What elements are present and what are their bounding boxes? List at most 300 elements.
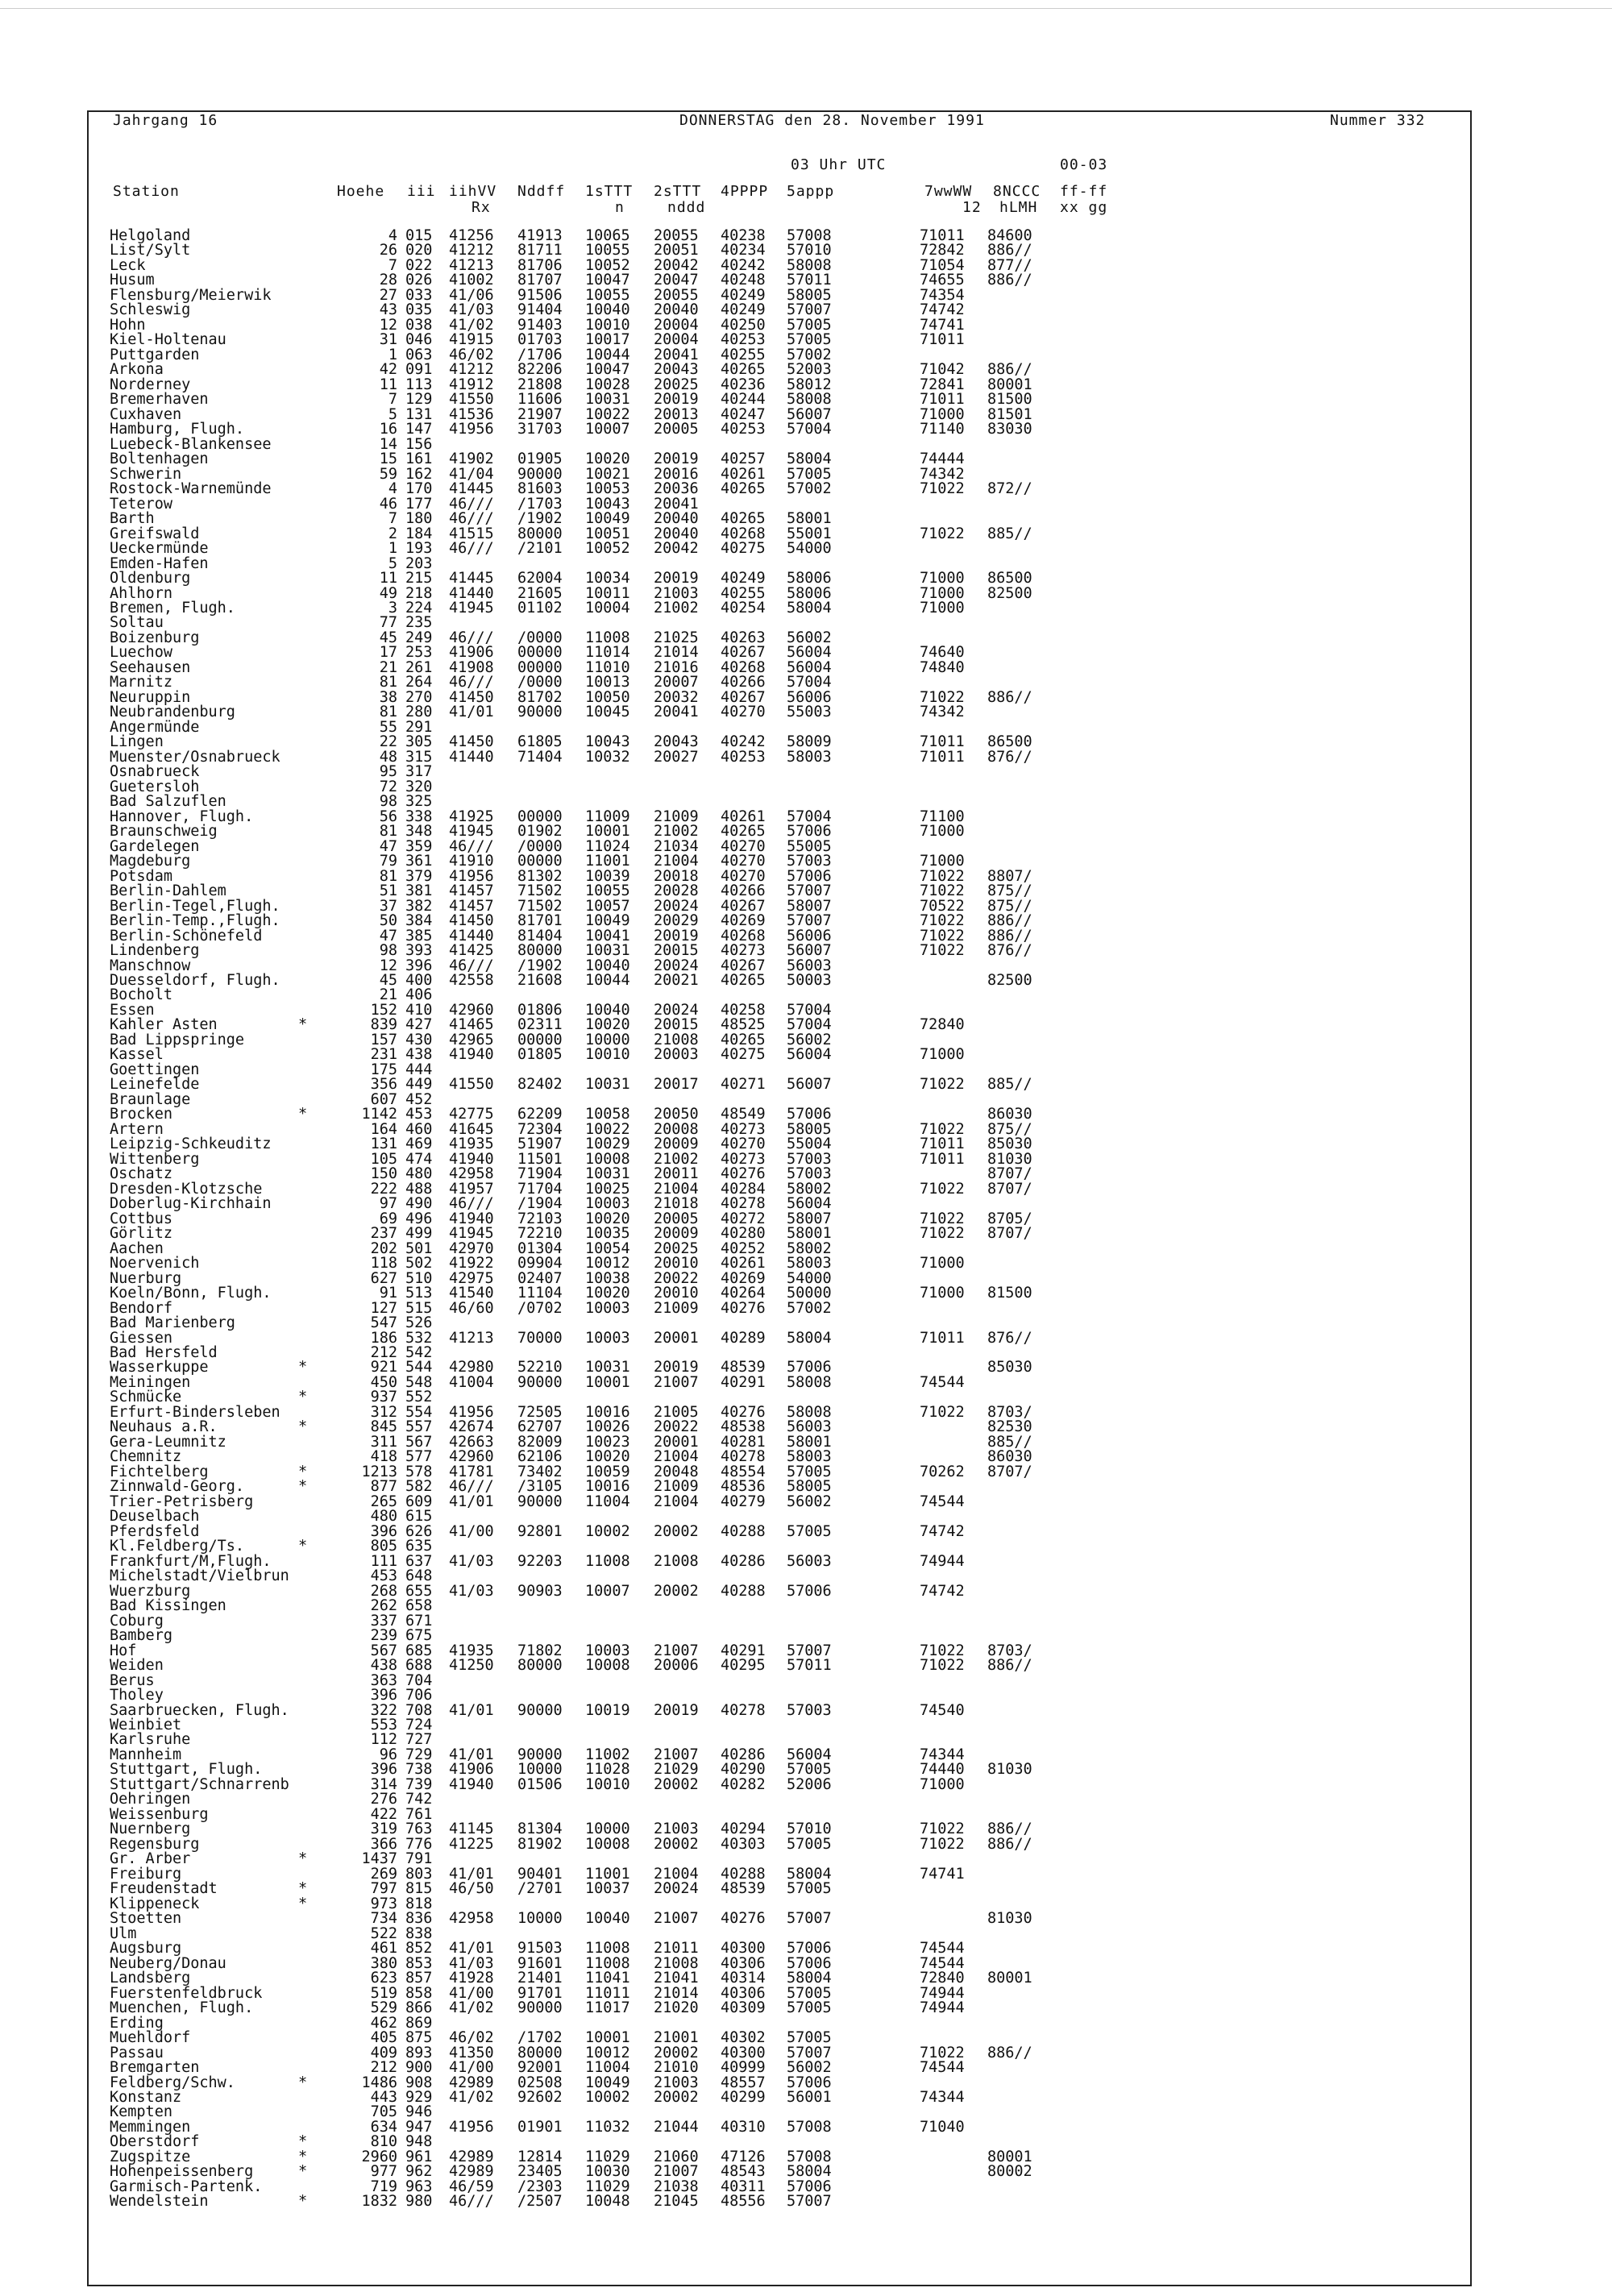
- iihvv: 41465: [449, 1016, 494, 1034]
- iii: 685: [405, 1642, 433, 1659]
- nddff: 62707: [517, 1418, 563, 1436]
- 2sttt: 20007: [654, 674, 699, 691]
- iii: 046: [405, 331, 433, 349]
- 7wwww: 71000: [920, 600, 965, 617]
- 1sttt: 10058: [585, 1106, 630, 1123]
- station-name: Ueckermünde: [110, 540, 209, 558]
- 1sttt: 10051: [585, 525, 630, 542]
- 8nccc: 81030: [987, 1150, 1032, 1168]
- iii: 626: [405, 1522, 433, 1540]
- 2sttt: 20040: [654, 525, 699, 542]
- nddff: 11606: [517, 391, 563, 409]
- 1sttt: 10008: [585, 1835, 630, 1853]
- 8nccc: 877//: [987, 256, 1032, 274]
- hoehe: 46: [379, 495, 397, 513]
- station-name: Noervenich: [110, 1255, 200, 1273]
- iihvv: 41/00: [449, 1984, 494, 2002]
- iihvv: 41956: [449, 1403, 494, 1421]
- 4pppp: 48556: [721, 2193, 766, 2211]
- hoehe: 81: [379, 674, 397, 691]
- 5appp: 57008: [787, 227, 832, 244]
- station-name: Kempten: [110, 2103, 172, 2121]
- iihvv: 41450: [449, 912, 494, 930]
- 4pppp: 40281: [721, 1433, 766, 1451]
- station-name: Flensburg/Meierwik: [110, 286, 272, 304]
- hoehe: 480: [370, 1508, 397, 1526]
- station-name: Hof: [110, 1642, 137, 1659]
- 8nccc: 86500: [987, 733, 1032, 751]
- iii: 270: [405, 688, 433, 706]
- hoehe: 26: [379, 242, 397, 259]
- 1sttt: 10004: [585, 600, 630, 617]
- 5appp: 58004: [787, 600, 832, 617]
- 8nccc: 85030: [987, 1359, 1032, 1376]
- station-name: Nuernberg: [110, 1821, 191, 1838]
- hoehe: 69: [379, 1210, 397, 1227]
- 2sttt: 20002: [654, 1835, 699, 1853]
- hoehe: 462: [370, 2014, 397, 2032]
- hoehe: 12: [379, 316, 397, 334]
- nddff: 90000: [517, 465, 563, 483]
- iihvv: 41457: [449, 897, 494, 915]
- station-name: Lingen: [110, 733, 164, 751]
- iii: 658: [405, 1597, 433, 1615]
- hoehe: 105: [370, 1150, 397, 1168]
- 4pppp: 40242: [721, 256, 766, 274]
- 2sttt: 20041: [654, 495, 699, 513]
- nddff: /1706: [517, 346, 563, 363]
- 4pppp: 40282: [721, 1775, 766, 1793]
- 1sttt: 10041: [585, 927, 630, 945]
- 1sttt: 10047: [585, 272, 630, 289]
- iihvv: 41440: [449, 927, 494, 945]
- iii: 264: [405, 674, 433, 691]
- station-name: Muehldorf: [110, 2029, 191, 2047]
- iihvv: 41/02: [449, 1999, 494, 2017]
- hoehe: 16: [379, 421, 397, 438]
- nddff: /0702: [517, 1299, 563, 1317]
- col-5appp: 5appp: [787, 183, 835, 200]
- 7wwww: 74544: [920, 1493, 965, 1510]
- nddff: 80000: [517, 942, 563, 960]
- 7wwww: 74444: [920, 450, 965, 468]
- 4pppp: 40253: [721, 421, 766, 438]
- nddff: 80000: [517, 525, 563, 542]
- 2sttt: 21014: [654, 1984, 699, 2002]
- 4pppp: 40270: [721, 837, 766, 855]
- nddff: 10000: [517, 1910, 563, 1928]
- 5appp: 57004: [787, 1001, 832, 1019]
- nddff: 21605: [517, 584, 563, 602]
- 1sttt: 10040: [585, 1001, 630, 1019]
- hoehe: 56: [379, 808, 397, 825]
- 4pppp: 40288: [721, 1522, 766, 1540]
- hoehe: 380: [370, 1954, 397, 1972]
- iihvv: 42960: [449, 1001, 494, 1019]
- iii: 688: [405, 1657, 433, 1675]
- 7wwww: 71022: [920, 912, 965, 930]
- station-name: Bocholt: [110, 986, 172, 1004]
- iihvv: 41906: [449, 644, 494, 662]
- station-name: Goettingen: [110, 1061, 200, 1078]
- 4pppp: 48536: [721, 1478, 766, 1496]
- 4pppp: 40257: [721, 450, 766, 468]
- 2sttt: 20004: [654, 316, 699, 334]
- nddff: 91506: [517, 286, 563, 304]
- iihvv: 46/02: [449, 346, 494, 363]
- 5appp: 57003: [787, 1150, 832, 1168]
- iihvv: 41/04: [449, 465, 494, 483]
- nddff: 72304: [517, 1120, 563, 1138]
- iihvv: 42989: [449, 2074, 494, 2091]
- nddff: /1902: [517, 510, 563, 528]
- 1sttt: 11001: [585, 853, 630, 870]
- hoehe: 7: [388, 510, 397, 528]
- iii: 177: [405, 495, 433, 513]
- hoehe: 81: [379, 867, 397, 885]
- iihvv: 41550: [449, 391, 494, 409]
- iii: 853: [405, 1954, 433, 1972]
- col-ffff: ff-ff: [1060, 183, 1108, 200]
- iihvv: 42775: [449, 1106, 494, 1123]
- iihvv: 41902: [449, 450, 494, 468]
- iii: 379: [405, 867, 433, 885]
- iii: 857: [405, 1970, 433, 1987]
- iii: 218: [405, 584, 433, 602]
- iihvv: 41906: [449, 1761, 494, 1779]
- 2sttt: 20019: [654, 391, 699, 409]
- hoehe: 356: [370, 1076, 397, 1094]
- hoehe: 72: [379, 778, 397, 795]
- iihvv: 42958: [449, 1165, 494, 1183]
- 7wwww: 72840: [920, 1016, 965, 1034]
- 4pppp: 40265: [721, 972, 766, 989]
- 7wwww: 74840: [920, 658, 965, 676]
- iii: 249: [405, 629, 433, 646]
- iii: 490: [405, 1195, 433, 1213]
- 4pppp: 40261: [721, 1255, 766, 1273]
- iihvv: 41/01: [449, 1493, 494, 1510]
- station-name: Michelstadt/Vielbrun: [110, 1567, 289, 1585]
- 4pppp: 40276: [721, 1403, 766, 1421]
- 2sttt: 20055: [654, 286, 699, 304]
- hoehe: 314: [370, 1775, 397, 1793]
- nddff: 90000: [517, 1373, 563, 1391]
- station-name: Hamburg, Flugh.: [110, 421, 245, 438]
- 1sttt: 10026: [585, 1418, 630, 1436]
- iihvv: 41912: [449, 376, 494, 393]
- hoehe: 265: [370, 1493, 397, 1510]
- hoehe: 547: [370, 1314, 397, 1332]
- iii: 803: [405, 1865, 433, 1883]
- hoehe: 450: [370, 1373, 397, 1391]
- hoehe: 31: [379, 331, 397, 349]
- 1sttt: 10052: [585, 540, 630, 558]
- 2sttt: 21060: [654, 2148, 699, 2165]
- hoehe: 98: [379, 793, 397, 811]
- 5appp: 56003: [787, 1418, 832, 1436]
- nddff: 81701: [517, 912, 563, 930]
- station-name: Braunschweig: [110, 823, 218, 841]
- 5appp: 57006: [787, 1106, 832, 1123]
- hoehe: 47: [379, 837, 397, 855]
- 8nccc: 81030: [987, 1910, 1032, 1928]
- 5appp: 55004: [787, 1136, 832, 1153]
- 8nccc: 875//: [987, 1120, 1032, 1138]
- iii: 384: [405, 912, 433, 930]
- 7wwww: 74742: [920, 1582, 965, 1600]
- station-name: Duesseldorf, Flugh.: [110, 972, 280, 989]
- hoehe: 977: [370, 2163, 397, 2181]
- 5appp: 58006: [787, 570, 832, 587]
- 8nccc: 80001: [987, 2148, 1032, 2165]
- iii: 869: [405, 2014, 433, 2032]
- iihvv: 41935: [449, 1642, 494, 1659]
- iii: 615: [405, 1508, 433, 1526]
- nddff: 81711: [517, 242, 563, 259]
- 2sttt: 20002: [654, 1522, 699, 1540]
- iihvv: 41250: [449, 1657, 494, 1675]
- iii: 382: [405, 897, 433, 915]
- 8nccc: 876//: [987, 1329, 1032, 1347]
- iii: 280: [405, 704, 433, 721]
- nddff: 62209: [517, 1106, 563, 1123]
- station-name: Feldberg/Schw.: [110, 2074, 235, 2091]
- 4pppp: 40266: [721, 882, 766, 900]
- hoehe: 322: [370, 1701, 397, 1719]
- iii: 947: [405, 2118, 433, 2136]
- hoehe: 131: [370, 1136, 397, 1153]
- 2sttt: 21010: [654, 2059, 699, 2077]
- 4pppp: 40300: [721, 1940, 766, 1958]
- 2sttt: 21005: [654, 1403, 699, 1421]
- hoehe: 529: [370, 1999, 397, 2017]
- nddff: /2101: [517, 540, 563, 558]
- 2sttt: 21007: [654, 1910, 699, 1928]
- hoehe: 607: [370, 1090, 397, 1108]
- 5appp: 58003: [787, 1255, 832, 1273]
- 2sttt: 20009: [654, 1225, 699, 1243]
- marker: *: [298, 1478, 308, 1496]
- iii: 724: [405, 1717, 433, 1733]
- 1sttt: 10038: [585, 1269, 630, 1287]
- 5appp: 58003: [787, 1448, 832, 1466]
- iii: 544: [405, 1359, 433, 1376]
- 1sttt: 10048: [585, 2193, 630, 2211]
- 1sttt: 10012: [585, 1255, 630, 1273]
- iihvv: 41515: [449, 525, 494, 542]
- hoehe: 4: [388, 227, 397, 244]
- station-name: Kl.Feldberg/Ts.: [110, 1538, 245, 1555]
- 5appp: 57008: [787, 2148, 832, 2165]
- hoehe: 734: [370, 1910, 397, 1928]
- nddff: 71802: [517, 1642, 563, 1659]
- 4pppp: 40254: [721, 600, 766, 617]
- station-name: Brocken: [110, 1106, 172, 1123]
- 4pppp: 40255: [721, 346, 766, 363]
- 1sttt: 10049: [585, 912, 630, 930]
- 1sttt: 10000: [585, 1821, 630, 1838]
- observation-time: 03 Uhr UTC: [791, 156, 887, 173]
- iihvv: 41925: [449, 808, 494, 825]
- 7wwww: 74342: [920, 465, 965, 483]
- iihvv: 46/59: [449, 2178, 494, 2195]
- 1sttt: 10000: [585, 1031, 630, 1048]
- 1sttt: 11041: [585, 1970, 630, 1987]
- nddff: 81707: [517, 272, 563, 289]
- marker: *: [298, 2148, 308, 2165]
- iii: 427: [405, 1016, 433, 1034]
- 8nccc: 8707/: [987, 1165, 1032, 1183]
- hoehe: 91: [379, 1285, 397, 1302]
- 7wwww: 71022: [920, 2044, 965, 2061]
- iii: 305: [405, 733, 433, 751]
- 2sttt: 21001: [654, 2029, 699, 2047]
- 4pppp: 40270: [721, 1136, 766, 1153]
- 5appp: 58007: [787, 897, 832, 915]
- 2sttt: 20025: [654, 1239, 699, 1257]
- hoehe: 81: [379, 704, 397, 721]
- 4pppp: 40244: [721, 391, 766, 409]
- 4pppp: 40289: [721, 1329, 766, 1347]
- col-hlmh: hLMH: [999, 199, 1038, 216]
- 1sttt: 10022: [585, 1120, 630, 1138]
- 8nccc: 83030: [987, 421, 1032, 438]
- iii: 022: [405, 256, 433, 274]
- iii: 474: [405, 1150, 433, 1168]
- station-name: Fuerstenfeldbruck: [110, 1984, 263, 2002]
- 4pppp: 40265: [721, 480, 766, 498]
- iihvv: 41004: [449, 1373, 494, 1391]
- station-name: Oehringen: [110, 1791, 191, 1808]
- iii: 359: [405, 837, 433, 855]
- scan-edge: [0, 0, 1612, 9]
- station-name: Giessen: [110, 1329, 172, 1347]
- iii: 552: [405, 1389, 433, 1406]
- iii: 706: [405, 1687, 433, 1704]
- iihvv: 42965: [449, 1031, 494, 1048]
- station-name: Berlin-Schönefeld: [110, 927, 263, 945]
- 5appp: 57005: [787, 1522, 832, 1540]
- hoehe: 422: [370, 1805, 397, 1823]
- 4pppp: 47126: [721, 2148, 766, 2165]
- station-name: Augsburg: [110, 1940, 182, 1958]
- 1sttt: 10055: [585, 242, 630, 259]
- 1sttt: 10010: [585, 1046, 630, 1064]
- 4pppp: 48538: [721, 1418, 766, 1436]
- iihvv: 41956: [449, 2118, 494, 2136]
- col-station: Station: [113, 183, 180, 200]
- 5appp: 52003: [787, 361, 832, 379]
- iihvv: 41213: [449, 1329, 494, 1347]
- hoehe: 921: [370, 1359, 397, 1376]
- station-name: Koeln/Bonn, Flugh.: [110, 1285, 272, 1302]
- 2sttt: 20002: [654, 1775, 699, 1793]
- nddff: 00000: [517, 658, 563, 676]
- hoehe: 7: [388, 256, 397, 274]
- 4pppp: 40288: [721, 1865, 766, 1883]
- 1sttt: 10037: [585, 1880, 630, 1898]
- nddff: 82009: [517, 1433, 563, 1451]
- 2sttt: 21038: [654, 2178, 699, 2195]
- iihvv: 42958: [449, 1910, 494, 1928]
- 4pppp: 40273: [721, 1150, 766, 1168]
- iii: 162: [405, 465, 433, 483]
- station-name: Dresden-Klotzsche: [110, 1180, 263, 1198]
- iii: 261: [405, 658, 433, 676]
- hoehe: 11: [379, 570, 397, 587]
- 8nccc: 80002: [987, 2163, 1032, 2181]
- nddff: 51907: [517, 1136, 563, 1153]
- 4pppp: 40276: [721, 1165, 766, 1183]
- 1sttt: 11004: [585, 1493, 630, 1510]
- iii: 704: [405, 1671, 433, 1689]
- 5appp: 57006: [787, 2178, 832, 2195]
- iii: 113: [405, 376, 433, 393]
- iii: 929: [405, 2089, 433, 2106]
- 5appp: 57005: [787, 1880, 832, 1898]
- station-name: Schleswig: [110, 301, 191, 319]
- iii: 791: [405, 1850, 433, 1868]
- iii: 739: [405, 1775, 433, 1793]
- 1sttt: 10007: [585, 421, 630, 438]
- iii: 526: [405, 1314, 433, 1332]
- 1sttt: 10001: [585, 1373, 630, 1391]
- station-name: Kahler Asten: [110, 1016, 218, 1034]
- 4pppp: 48557: [721, 2074, 766, 2091]
- 1sttt: 11008: [585, 629, 630, 646]
- hoehe: 97: [379, 1195, 397, 1213]
- 1sttt: 10044: [585, 346, 630, 363]
- 1sttt: 10003: [585, 1299, 630, 1317]
- 5appp: 55005: [787, 837, 832, 855]
- nddff: /0000: [517, 837, 563, 855]
- 5appp: 56002: [787, 1031, 832, 1048]
- 2sttt: 21041: [654, 1970, 699, 1987]
- iii: 578: [405, 1463, 433, 1480]
- hoehe: 49: [379, 584, 397, 602]
- 2sttt: 20043: [654, 733, 699, 751]
- iihvv: 41956: [449, 421, 494, 438]
- iihvv: 41450: [449, 688, 494, 706]
- col-iihvv: iihVV: [449, 183, 497, 200]
- 7wwww: 71040: [920, 2118, 965, 2136]
- marker: *: [298, 1538, 308, 1555]
- 5appp: 54000: [787, 1269, 832, 1287]
- iihvv: 41540: [449, 1285, 494, 1302]
- 2sttt: 21002: [654, 600, 699, 617]
- station-name: Lindenberg: [110, 942, 200, 960]
- 5appp: 58004: [787, 1865, 832, 1883]
- 2sttt: 20055: [654, 227, 699, 244]
- nddff: 92602: [517, 2089, 563, 2106]
- 2sttt: 21002: [654, 1150, 699, 1168]
- station-name: Weinbiet: [110, 1717, 182, 1733]
- station-name: Norderney: [110, 376, 191, 393]
- 5appp: 56007: [787, 1076, 832, 1094]
- 8nccc: 82530: [987, 1418, 1032, 1436]
- 4pppp: 40278: [721, 1195, 766, 1213]
- 2sttt: 20021: [654, 972, 699, 989]
- 7wwww: 71011: [920, 227, 965, 244]
- iii: 203: [405, 554, 433, 572]
- station-name: Neuhaus a.R.: [110, 1418, 218, 1436]
- station-name: Braunlage: [110, 1090, 191, 1108]
- station-name: Bremerhaven: [110, 391, 209, 409]
- 7wwww: 71022: [920, 1180, 965, 1198]
- 1sttt: 11009: [585, 808, 630, 825]
- iihvv: 41/03: [449, 301, 494, 319]
